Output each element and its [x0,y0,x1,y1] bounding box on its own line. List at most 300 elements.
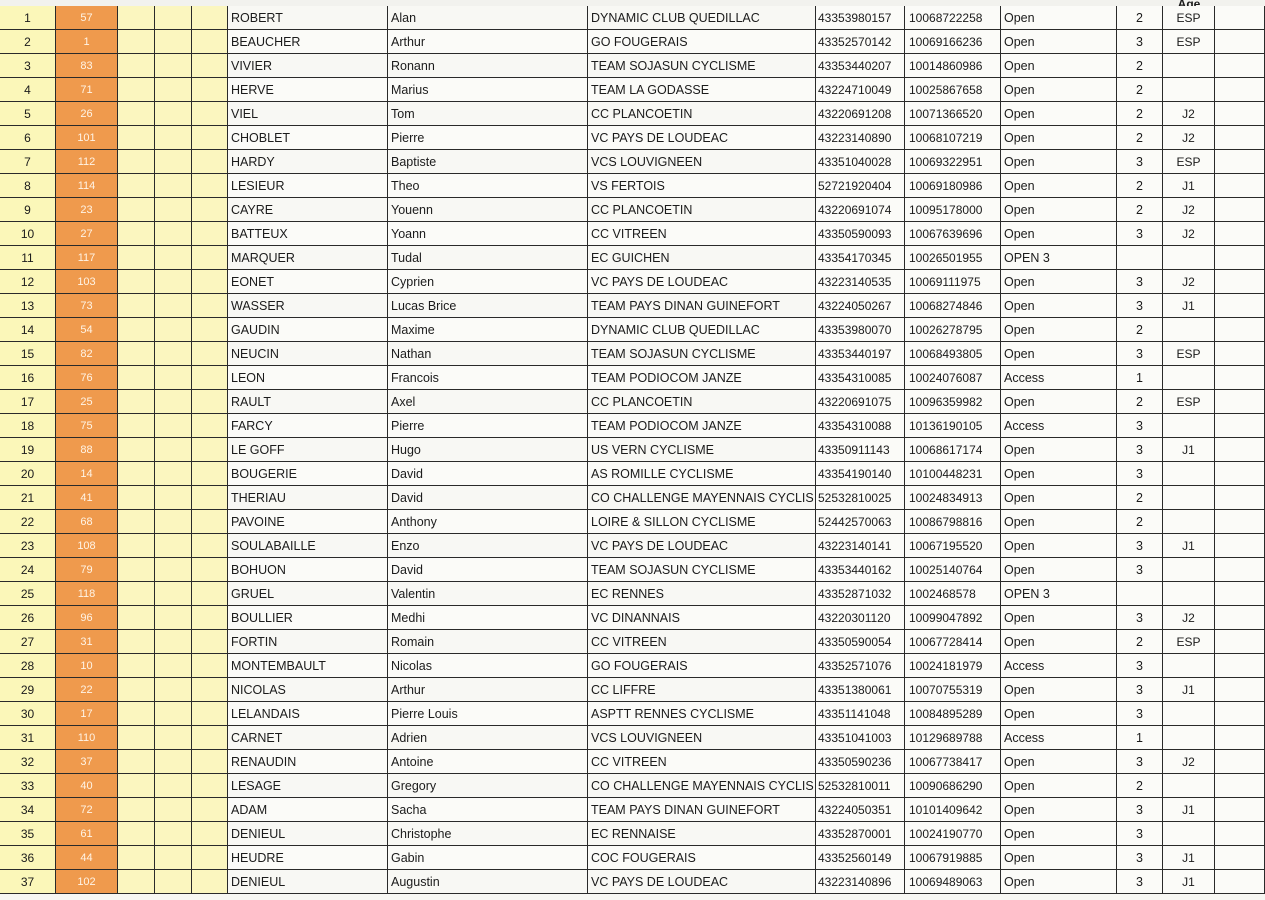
licence-number: 52532810011 [816,774,905,798]
club-name: VC PAYS DE LOUDEAC [588,126,816,150]
category: Open [1001,798,1117,822]
empty-cell-last [1215,390,1265,414]
bib-number: 82 [56,342,118,366]
category: Access [1001,414,1117,438]
licence-number: 43220691208 [816,102,905,126]
empty-cell-2 [155,270,192,294]
level: 3 [1117,438,1163,462]
empty-cell-1 [118,102,155,126]
empty-cell-2 [155,6,192,30]
licence-number: 43353440162 [816,558,905,582]
category: Open [1001,126,1117,150]
licence-number: 52721920404 [816,174,905,198]
age-category: J2 [1163,102,1215,126]
licence-number: 43351040028 [816,150,905,174]
empty-cell-3 [192,150,228,174]
empty-cell-2 [155,78,192,102]
empty-cell-3 [192,750,228,774]
last-name: DENIEUL [228,870,388,894]
empty-cell-1 [118,486,155,510]
last-name: VIVIER [228,54,388,78]
empty-cell-3 [192,246,228,270]
empty-cell-last [1215,126,1265,150]
table-row [0,246,1265,270]
age-category: ESP [1163,342,1215,366]
bib-number: 110 [56,726,118,750]
club-name: TEAM PAYS DINAN GUINEFORT [588,294,816,318]
last-name: LELANDAIS [228,702,388,726]
last-name: CHOBLET [228,126,388,150]
empty-cell-last [1215,54,1265,78]
uci-id: 10068107219 [905,126,1001,150]
empty-cell-1 [118,630,155,654]
row-number: 31 [0,726,56,750]
table-row [0,6,1265,30]
empty-cell-last [1215,558,1265,582]
table-row [0,510,1265,534]
empty-cell-2 [155,246,192,270]
level: 3 [1117,558,1163,582]
first-name: Pierre [388,126,588,150]
empty-cell-1 [118,534,155,558]
uci-id: 10068617174 [905,438,1001,462]
last-name: LEON [228,366,388,390]
club-name: CC LIFFRE [588,678,816,702]
empty-cell-2 [155,822,192,846]
table-row [0,438,1265,462]
level: 3 [1117,822,1163,846]
uci-id: 10024190770 [905,822,1001,846]
empty-cell-last [1215,294,1265,318]
last-name: FARCY [228,414,388,438]
age-category: J2 [1163,126,1215,150]
bib-number: 118 [56,582,118,606]
category: Open [1001,174,1117,198]
table-row [0,150,1265,174]
last-name: GRUEL [228,582,388,606]
licence-number: 52442570063 [816,510,905,534]
last-name: BEAUCHER [228,30,388,54]
row-number: 27 [0,630,56,654]
bib-number: 112 [56,150,118,174]
empty-cell-1 [118,414,155,438]
empty-cell-3 [192,534,228,558]
empty-cell-1 [118,198,155,222]
empty-cell-1 [118,318,155,342]
row-number: 5 [0,102,56,126]
bib-number: 102 [56,870,118,894]
table-row [0,774,1265,798]
empty-cell-2 [155,222,192,246]
row-number: 2 [0,30,56,54]
empty-cell-2 [155,30,192,54]
licence-number: 43351041003 [816,726,905,750]
empty-cell-last [1215,198,1265,222]
uci-id: 10068493805 [905,342,1001,366]
club-name: TEAM SOJASUN CYCLISME [588,342,816,366]
empty-cell-2 [155,150,192,174]
bib-number: 108 [56,534,118,558]
uci-id: 10024834913 [905,486,1001,510]
club-name: TEAM SOJASUN CYCLISME [588,54,816,78]
age-category [1163,726,1215,750]
table-row [0,534,1265,558]
empty-cell-1 [118,462,155,486]
empty-cell-2 [155,870,192,894]
empty-cell-1 [118,390,155,414]
club-name: AS ROMILLE CYCLISME [588,462,816,486]
empty-cell-2 [155,54,192,78]
last-name: LESAGE [228,774,388,798]
uci-id: 10024076087 [905,366,1001,390]
empty-cell-1 [118,150,155,174]
club-name: EC RENNAISE [588,822,816,846]
licence-number: 43352571076 [816,654,905,678]
row-number: 35 [0,822,56,846]
level: 3 [1117,270,1163,294]
club-name: TEAM SOJASUN CYCLISME [588,558,816,582]
bib-number: 88 [56,438,118,462]
club-name: CC VITREEN [588,222,816,246]
bib-number: 76 [56,366,118,390]
row-number: 19 [0,438,56,462]
licence-number: 43352570142 [816,30,905,54]
age-category [1163,702,1215,726]
empty-cell-3 [192,870,228,894]
row-number: 8 [0,174,56,198]
licence-number: 43351380061 [816,678,905,702]
empty-cell-last [1215,750,1265,774]
empty-cell-last [1215,222,1265,246]
licence-number: 43220691075 [816,390,905,414]
club-name: VS FERTOIS [588,174,816,198]
category: Open [1001,462,1117,486]
licence-number: 43354310085 [816,366,905,390]
table-row [0,654,1265,678]
licence-number: 43353440207 [816,54,905,78]
bib-number: 68 [56,510,118,534]
level: 3 [1117,462,1163,486]
category: Open [1001,846,1117,870]
club-name: TEAM PODIOCOM JANZE [588,366,816,390]
level: 2 [1117,510,1163,534]
bib-number: 73 [56,294,118,318]
empty-cell-2 [155,510,192,534]
last-name: LESIEUR [228,174,388,198]
empty-cell-last [1215,582,1265,606]
category: Open [1001,702,1117,726]
bib-number: 114 [56,174,118,198]
empty-cell-3 [192,78,228,102]
uci-id: 10095178000 [905,198,1001,222]
licence-number: 43354190140 [816,462,905,486]
first-name: Maxime [388,318,588,342]
age-category: J1 [1163,678,1215,702]
last-name: HEUDRE [228,846,388,870]
uci-id: 10068722258 [905,6,1001,30]
level: 3 [1117,678,1163,702]
club-name: DYNAMIC CLUB QUEDILLAC [588,318,816,342]
age-category: J2 [1163,606,1215,630]
empty-cell-last [1215,630,1265,654]
last-name: ROBERT [228,6,388,30]
empty-cell-2 [155,198,192,222]
table-row [0,174,1265,198]
age-category [1163,78,1215,102]
first-name: Pierre [388,414,588,438]
category: Open [1001,438,1117,462]
empty-cell-2 [155,750,192,774]
licence-number: 43352870001 [816,822,905,846]
row-number: 23 [0,534,56,558]
age-category [1163,318,1215,342]
table-row [0,702,1265,726]
age-category: ESP [1163,30,1215,54]
empty-cell-3 [192,414,228,438]
licence-number: 43350911143 [816,438,905,462]
licence-number: 43350590093 [816,222,905,246]
age-category [1163,462,1215,486]
club-name: VCS LOUVIGNEEN [588,726,816,750]
table-row [0,126,1265,150]
row-number: 6 [0,126,56,150]
licence-number: 43223140535 [816,270,905,294]
level: 3 [1117,846,1163,870]
first-name: Marius [388,78,588,102]
age-category: J1 [1163,798,1215,822]
empty-cell-last [1215,342,1265,366]
empty-cell-3 [192,822,228,846]
empty-cell-1 [118,246,155,270]
empty-cell-3 [192,726,228,750]
empty-cell-2 [155,414,192,438]
empty-cell-1 [118,726,155,750]
empty-cell-1 [118,582,155,606]
category: Access [1001,726,1117,750]
row-number: 34 [0,798,56,822]
club-name: VC PAYS DE LOUDEAC [588,534,816,558]
uci-id: 10067738417 [905,750,1001,774]
empty-cell-1 [118,606,155,630]
club-name: US VERN CYCLISME [588,438,816,462]
age-category: J1 [1163,294,1215,318]
club-name: COC FOUGERAIS [588,846,816,870]
first-name: Sacha [388,798,588,822]
level: 2 [1117,774,1163,798]
empty-cell-last [1215,246,1265,270]
row-number: 11 [0,246,56,270]
empty-cell-3 [192,774,228,798]
level: 3 [1117,798,1163,822]
empty-cell-1 [118,558,155,582]
empty-cell-3 [192,462,228,486]
licence-number: 43220691074 [816,198,905,222]
club-name: TEAM PODIOCOM JANZE [588,414,816,438]
empty-cell-2 [155,438,192,462]
row-number: 20 [0,462,56,486]
bib-number: 25 [56,390,118,414]
category: Open [1001,390,1117,414]
first-name: Augustin [388,870,588,894]
age-category: ESP [1163,6,1215,30]
category: Open [1001,30,1117,54]
category: OPEN 3 [1001,246,1117,270]
last-name: MONTEMBAULT [228,654,388,678]
age-category: J1 [1163,174,1215,198]
empty-cell-2 [155,606,192,630]
age-category [1163,414,1215,438]
empty-cell-3 [192,678,228,702]
first-name: Antoine [388,750,588,774]
first-name: Arthur [388,30,588,54]
age-category [1163,54,1215,78]
uci-id: 10069111975 [905,270,1001,294]
empty-cell-last [1215,510,1265,534]
empty-cell-2 [155,846,192,870]
uci-id: 10067919885 [905,846,1001,870]
bib-number: 37 [56,750,118,774]
row-number: 28 [0,654,56,678]
table-row [0,678,1265,702]
category: Open [1001,198,1117,222]
level: 2 [1117,630,1163,654]
table-row [0,558,1265,582]
table-row [0,582,1265,606]
table-row [0,462,1265,486]
club-name: TEAM LA GODASSE [588,78,816,102]
age-category [1163,486,1215,510]
empty-cell-last [1215,366,1265,390]
age-category [1163,654,1215,678]
category: Open [1001,534,1117,558]
club-name: CC VITREEN [588,750,816,774]
bib-number: 31 [56,630,118,654]
first-name: Axel [388,390,588,414]
empty-cell-last [1215,6,1265,30]
table-row [0,750,1265,774]
empty-cell-last [1215,174,1265,198]
licence-number: 43223140896 [816,870,905,894]
age-category [1163,822,1215,846]
empty-cell-last [1215,318,1265,342]
age-category: J2 [1163,198,1215,222]
category: Open [1001,150,1117,174]
club-name: VC PAYS DE LOUDEAC [588,870,816,894]
licence-number: 43223140890 [816,126,905,150]
empty-cell-last [1215,486,1265,510]
age-category [1163,582,1215,606]
first-name: Enzo [388,534,588,558]
club-name: CO CHALLENGE MAYENNAIS CYCLIS [588,486,816,510]
category: Open [1001,54,1117,78]
first-name: Theo [388,174,588,198]
club-name: TEAM PAYS DINAN GUINEFORT [588,798,816,822]
first-name: Anthony [388,510,588,534]
empty-cell-3 [192,702,228,726]
table-row [0,630,1265,654]
table-row [0,54,1265,78]
empty-cell-last [1215,870,1265,894]
empty-cell-1 [118,870,155,894]
empty-cell-3 [192,798,228,822]
row-number: 13 [0,294,56,318]
last-name: NICOLAS [228,678,388,702]
table-row [0,414,1265,438]
empty-cell-last [1215,702,1265,726]
row-number: 16 [0,366,56,390]
bib-number: 17 [56,702,118,726]
empty-cell-3 [192,198,228,222]
bib-number: 40 [56,774,118,798]
uci-id: 10067195520 [905,534,1001,558]
bib-number: 10 [56,654,118,678]
last-name: HERVE [228,78,388,102]
licence-number: 43354310088 [816,414,905,438]
level: 2 [1117,6,1163,30]
table-row [0,798,1265,822]
last-name: BOUGERIE [228,462,388,486]
table-row [0,846,1265,870]
empty-cell-1 [118,78,155,102]
licence-number: 43354170345 [816,246,905,270]
uci-id: 10071366520 [905,102,1001,126]
level: 3 [1117,294,1163,318]
uci-id: 10067639696 [905,222,1001,246]
row-number: 18 [0,414,56,438]
empty-cell-1 [118,174,155,198]
first-name: Christophe [388,822,588,846]
last-name: HARDY [228,150,388,174]
first-name: Gregory [388,774,588,798]
club-name: CC VITREEN [588,630,816,654]
level: 3 [1117,534,1163,558]
uci-id: 10099047892 [905,606,1001,630]
licence-number: 43352560149 [816,846,905,870]
last-name: MARQUER [228,246,388,270]
empty-cell-last [1215,678,1265,702]
bib-number: 23 [56,198,118,222]
last-name: FORTIN [228,630,388,654]
category: Open [1001,678,1117,702]
level: 2 [1117,486,1163,510]
bib-number: 41 [56,486,118,510]
last-name: ADAM [228,798,388,822]
level: 2 [1117,102,1163,126]
table-row [0,318,1265,342]
empty-cell-3 [192,510,228,534]
club-name: GO FOUGERAIS [588,654,816,678]
category: Open [1001,486,1117,510]
empty-cell-3 [192,366,228,390]
empty-cell-2 [155,366,192,390]
licence-number: 43223140141 [816,534,905,558]
club-name: CC PLANCOETIN [588,102,816,126]
bib-number: 96 [56,606,118,630]
table-row [0,390,1265,414]
empty-cell-1 [118,366,155,390]
first-name: Nicolas [388,654,588,678]
table-row [0,222,1265,246]
last-name: BOULLIER [228,606,388,630]
row-number: 10 [0,222,56,246]
bib-number: 103 [56,270,118,294]
table-row [0,270,1265,294]
empty-cell-last [1215,726,1265,750]
uci-id: 10100448231 [905,462,1001,486]
category: Open [1001,870,1117,894]
category: Open [1001,78,1117,102]
empty-cell-1 [118,126,155,150]
